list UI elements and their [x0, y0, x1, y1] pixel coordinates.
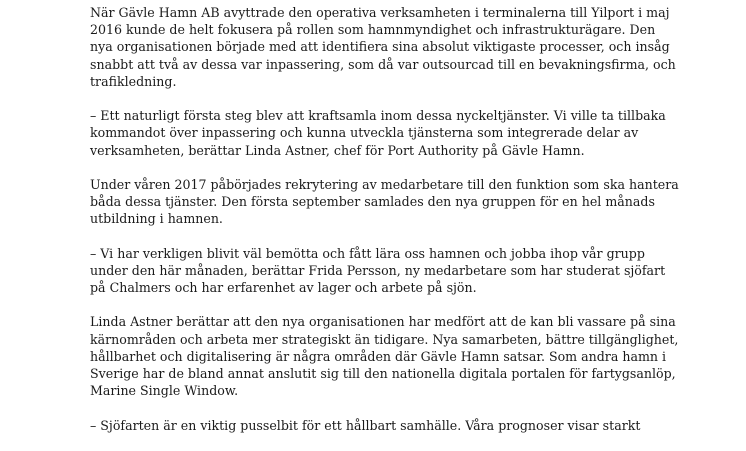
text-line: Marine Single Window. — [90, 383, 239, 399]
text-line: på Chalmers och har erfarenhet av lager och arbete på sjön. — [90, 280, 477, 295]
paragraph-2-quote — [90, 107, 670, 159]
paragraph-4-quote — [90, 245, 670, 297]
article-body — [90, 4, 679, 451]
text-line: När Gävle Hamn AB avyttrade den operativa verksamheten i terminalerna till Yilport i maj — [90, 5, 670, 20]
text-line: nya organisationen började med att identifiera sina absolut viktigaste processer, och insåg — [90, 39, 670, 55]
text-line: kärnområden och arbeta mer strategiskt än tidigare. Nya samarbeten, bättre tillgänglighet, — [90, 331, 679, 347]
text-line: – Ett naturligt första steg blev att kraftsamla inom dessa nyckeltjänster. Vi ville ta tillbaka — [90, 108, 666, 124]
text-line: Under våren 2017 påbörjades rekrytering av medarbetare till den funktion som ska hantera — [90, 176, 679, 192]
text-line: kommandot över inpassering och kunna utveckla tjänsterna som integrerade delar av — [90, 125, 639, 141]
paragraph-6-quote — [90, 417, 670, 434]
text-line: Linda Astner berättar att den nya organisationen har medfört att de kan bli vassare på sina — [90, 314, 676, 330]
paragraph-5 — [90, 313, 679, 399]
text-line: – Sjöfarten är en viktig pusselbit för ett hållbart samhälle. Våra prognoser visar starkt — [90, 417, 641, 433]
paragraph-1 — [90, 4, 676, 90]
text-line: – Vi har verkligen blivit väl bemötta och fått lära oss hamnen och jobba ihop vår grupp — [90, 245, 645, 261]
text-line: hållbarhet och digitalisering är några områden där Gävle Hamn satsar. Som andra hamn i — [90, 348, 667, 364]
text-line: båda dessa tjänster. Den första september samlades den nya gruppen för en hel månads — [90, 194, 655, 210]
text-line: trafikledning. — [90, 73, 177, 89]
text-line: utbildning i hamnen. — [90, 211, 223, 227]
paragraph-3 — [90, 176, 679, 228]
text-line: verksamheten, berättar Linda Astner, chef för Port Authority på Gävle Hamn. — [90, 142, 585, 158]
text-line: Sverige har de bland annat anslutit sig till den nationella digitala portalen för fartygsanlöp, — [90, 365, 676, 381]
text-line: under den här månaden, berättar Frida Persson, ny medarbetare som har studerat sjöfart — [90, 262, 666, 278]
text-line: snabbt att två av dessa var inpassering, som då var outsourcad till en bevakningsfirma, och — [90, 56, 676, 72]
text-line: 2016 kunde de helt fokusera på rollen som hamnmyndighet och infrastrukturägare. Den — [90, 22, 656, 38]
